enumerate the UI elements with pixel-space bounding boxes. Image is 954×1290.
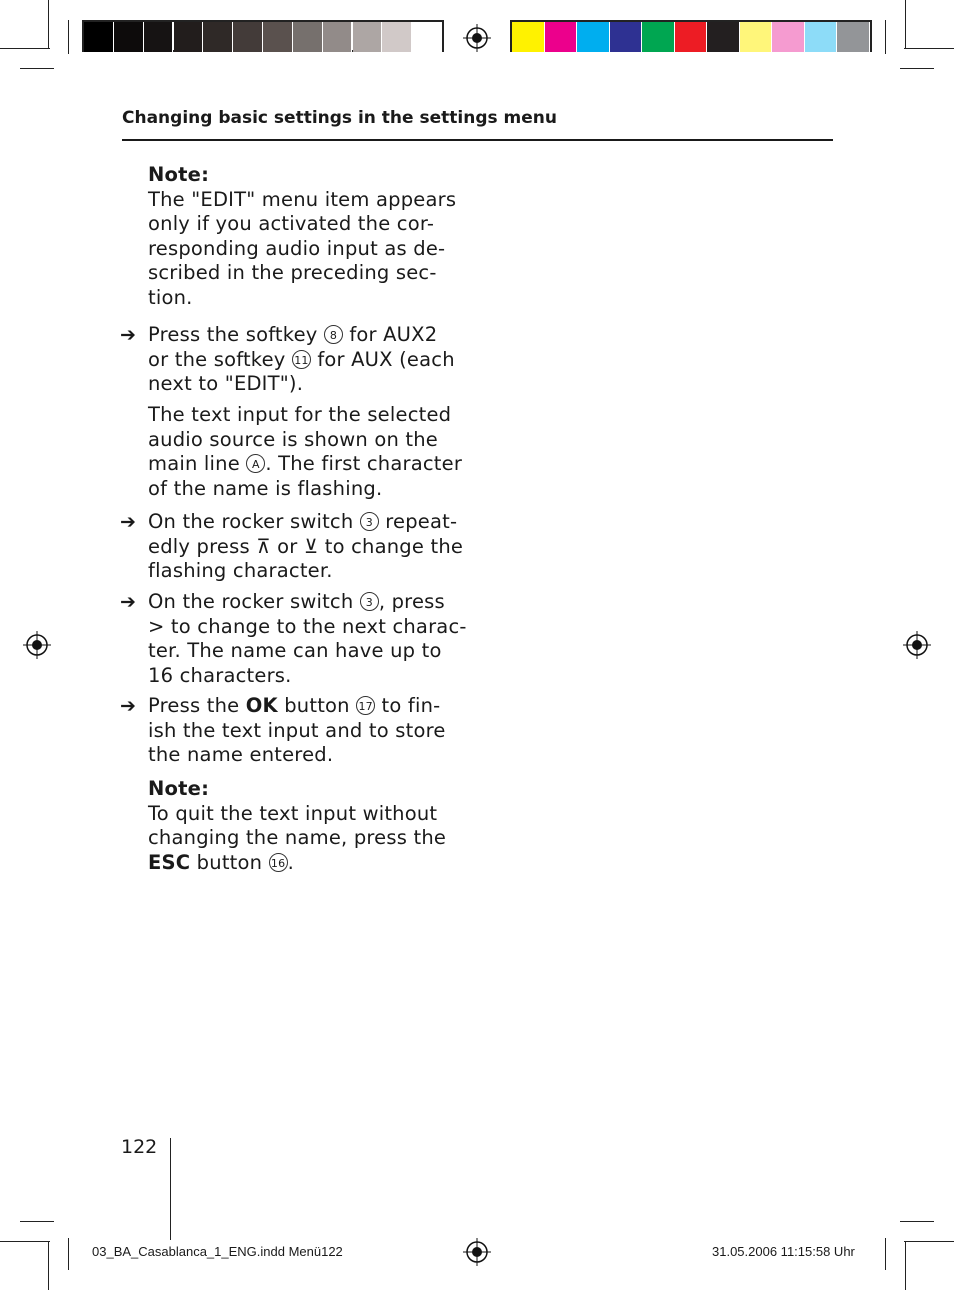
crop-mark	[48, 1242, 49, 1290]
step-arrow-icon: ➔	[120, 591, 136, 613]
text: The text input for the selected	[148, 403, 452, 426]
color-swatch	[675, 22, 708, 52]
text: To quit the text input without	[148, 801, 438, 825]
step-arrow-icon: ➔	[120, 695, 136, 717]
color-swatch	[233, 22, 263, 52]
crop-mark	[905, 1242, 906, 1290]
color-swatch	[412, 22, 442, 52]
rocker-up-icon: ⊼	[256, 534, 271, 558]
text: audio source is shown on the	[148, 427, 439, 451]
text: > to change to the next charac-	[148, 614, 467, 638]
text: Press the softkey	[148, 323, 324, 346]
text: or the softkey	[148, 347, 292, 371]
text: next to "EDIT").	[148, 372, 304, 395]
color-swatch	[293, 22, 323, 52]
key-ref-3: 3	[360, 592, 379, 611]
step-arrow-icon: ➔	[120, 324, 136, 346]
note-line: only if you activated the cor-	[148, 212, 435, 235]
crop-mark	[905, 0, 906, 48]
text: flashing character.	[148, 559, 333, 582]
text: repeat-	[378, 510, 458, 533]
color-swatch	[174, 22, 204, 52]
crop-mark	[0, 1241, 50, 1242]
note-line: scribed in the preceding sec-	[148, 261, 437, 284]
crop-mark	[904, 1241, 954, 1242]
text: ter. The name can have up to	[148, 639, 442, 662]
registration-target-icon	[463, 1238, 491, 1266]
color-swatch	[707, 22, 740, 52]
crop-mark	[900, 68, 934, 69]
color-swatch	[610, 22, 643, 52]
text: .	[287, 850, 295, 874]
text: of the name is flashing.	[148, 476, 383, 500]
text: button	[277, 694, 357, 717]
text: On the rocker switch	[148, 510, 360, 533]
note-line: responding audio input as de-	[148, 236, 446, 260]
color-swatch	[84, 22, 114, 52]
color-swatch	[805, 22, 838, 52]
color-swatch	[512, 22, 545, 52]
note-title: Note:	[148, 163, 210, 186]
key-ref-3: 3	[360, 512, 379, 531]
step-1	[148, 323, 478, 397]
key-ref-a: A	[246, 454, 265, 473]
page-number-rule	[170, 1138, 171, 1240]
key-ref-8: 8	[324, 325, 343, 344]
registration-target-icon	[23, 631, 51, 659]
step-2	[148, 510, 478, 584]
text: . The first character	[265, 452, 463, 475]
color-swatch	[353, 22, 383, 52]
result-1	[148, 403, 478, 501]
text: main line	[148, 452, 247, 475]
footer-timestamp: 31.05.2006 11:15:58 Uhr	[712, 1244, 855, 1259]
text: for AUX (each	[310, 347, 455, 371]
text: for AUX2	[342, 323, 438, 346]
color-swatch	[382, 22, 412, 52]
color-swatch	[144, 22, 174, 52]
ok-button-label: OK	[245, 694, 278, 717]
step-3	[148, 590, 478, 688]
text: to change the	[318, 534, 464, 558]
text: , press	[378, 590, 445, 613]
note-line: The "EDIT" menu item appears	[148, 187, 457, 211]
registration-target-icon	[903, 631, 931, 659]
color-swatch	[642, 22, 675, 52]
color-swatch	[114, 22, 144, 52]
rocker-down-icon: ⊻	[303, 534, 319, 558]
text: On the rocker switch	[148, 590, 360, 613]
section-header: Changing basic settings in the settings menu	[122, 108, 557, 128]
registration-target-icon	[463, 24, 491, 52]
note-2	[148, 777, 478, 875]
key-ref-16: 16	[269, 853, 288, 872]
key-ref-11: 11	[292, 350, 311, 369]
step-4	[148, 694, 478, 768]
note-title: Note:	[148, 777, 210, 800]
crop-mark	[900, 1221, 934, 1222]
crop-mark	[68, 20, 69, 54]
text: Press the	[148, 694, 246, 717]
text: edly press	[148, 534, 257, 558]
crop-mark	[68, 1238, 69, 1270]
footer-file-info: 03_BA_Casablanca_1_ENG.indd Menü122	[92, 1244, 343, 1259]
text: changing the name, press the	[148, 826, 447, 849]
color-swatch	[772, 22, 805, 52]
step-arrow-icon: ➔	[120, 511, 136, 533]
crop-mark	[885, 20, 886, 54]
color-swatch	[203, 22, 233, 52]
color-swatch	[545, 22, 578, 52]
page-number: 122	[121, 1136, 158, 1158]
crop-mark	[904, 48, 954, 49]
crop-mark	[885, 1238, 886, 1270]
esc-button-label: ESC	[148, 850, 191, 874]
key-ref-17: 17	[356, 696, 375, 715]
text: ish the text input and to store	[148, 718, 446, 742]
color-swatch	[577, 22, 610, 52]
color-swatch	[837, 22, 870, 52]
text: button	[190, 850, 269, 874]
crop-mark	[20, 68, 54, 69]
text: 16 characters.	[148, 663, 292, 687]
note-line: tion.	[148, 285, 193, 309]
color-swatch	[263, 22, 293, 52]
crop-mark	[0, 48, 50, 49]
note-1	[148, 163, 478, 310]
text: the name entered.	[148, 743, 334, 766]
crop-mark	[20, 1221, 54, 1222]
color-swatch	[740, 22, 773, 52]
text: to fin-	[375, 694, 441, 717]
color-swatch	[323, 22, 353, 52]
crop-mark	[48, 0, 49, 48]
text: or	[270, 534, 304, 558]
header-rule	[122, 139, 833, 141]
